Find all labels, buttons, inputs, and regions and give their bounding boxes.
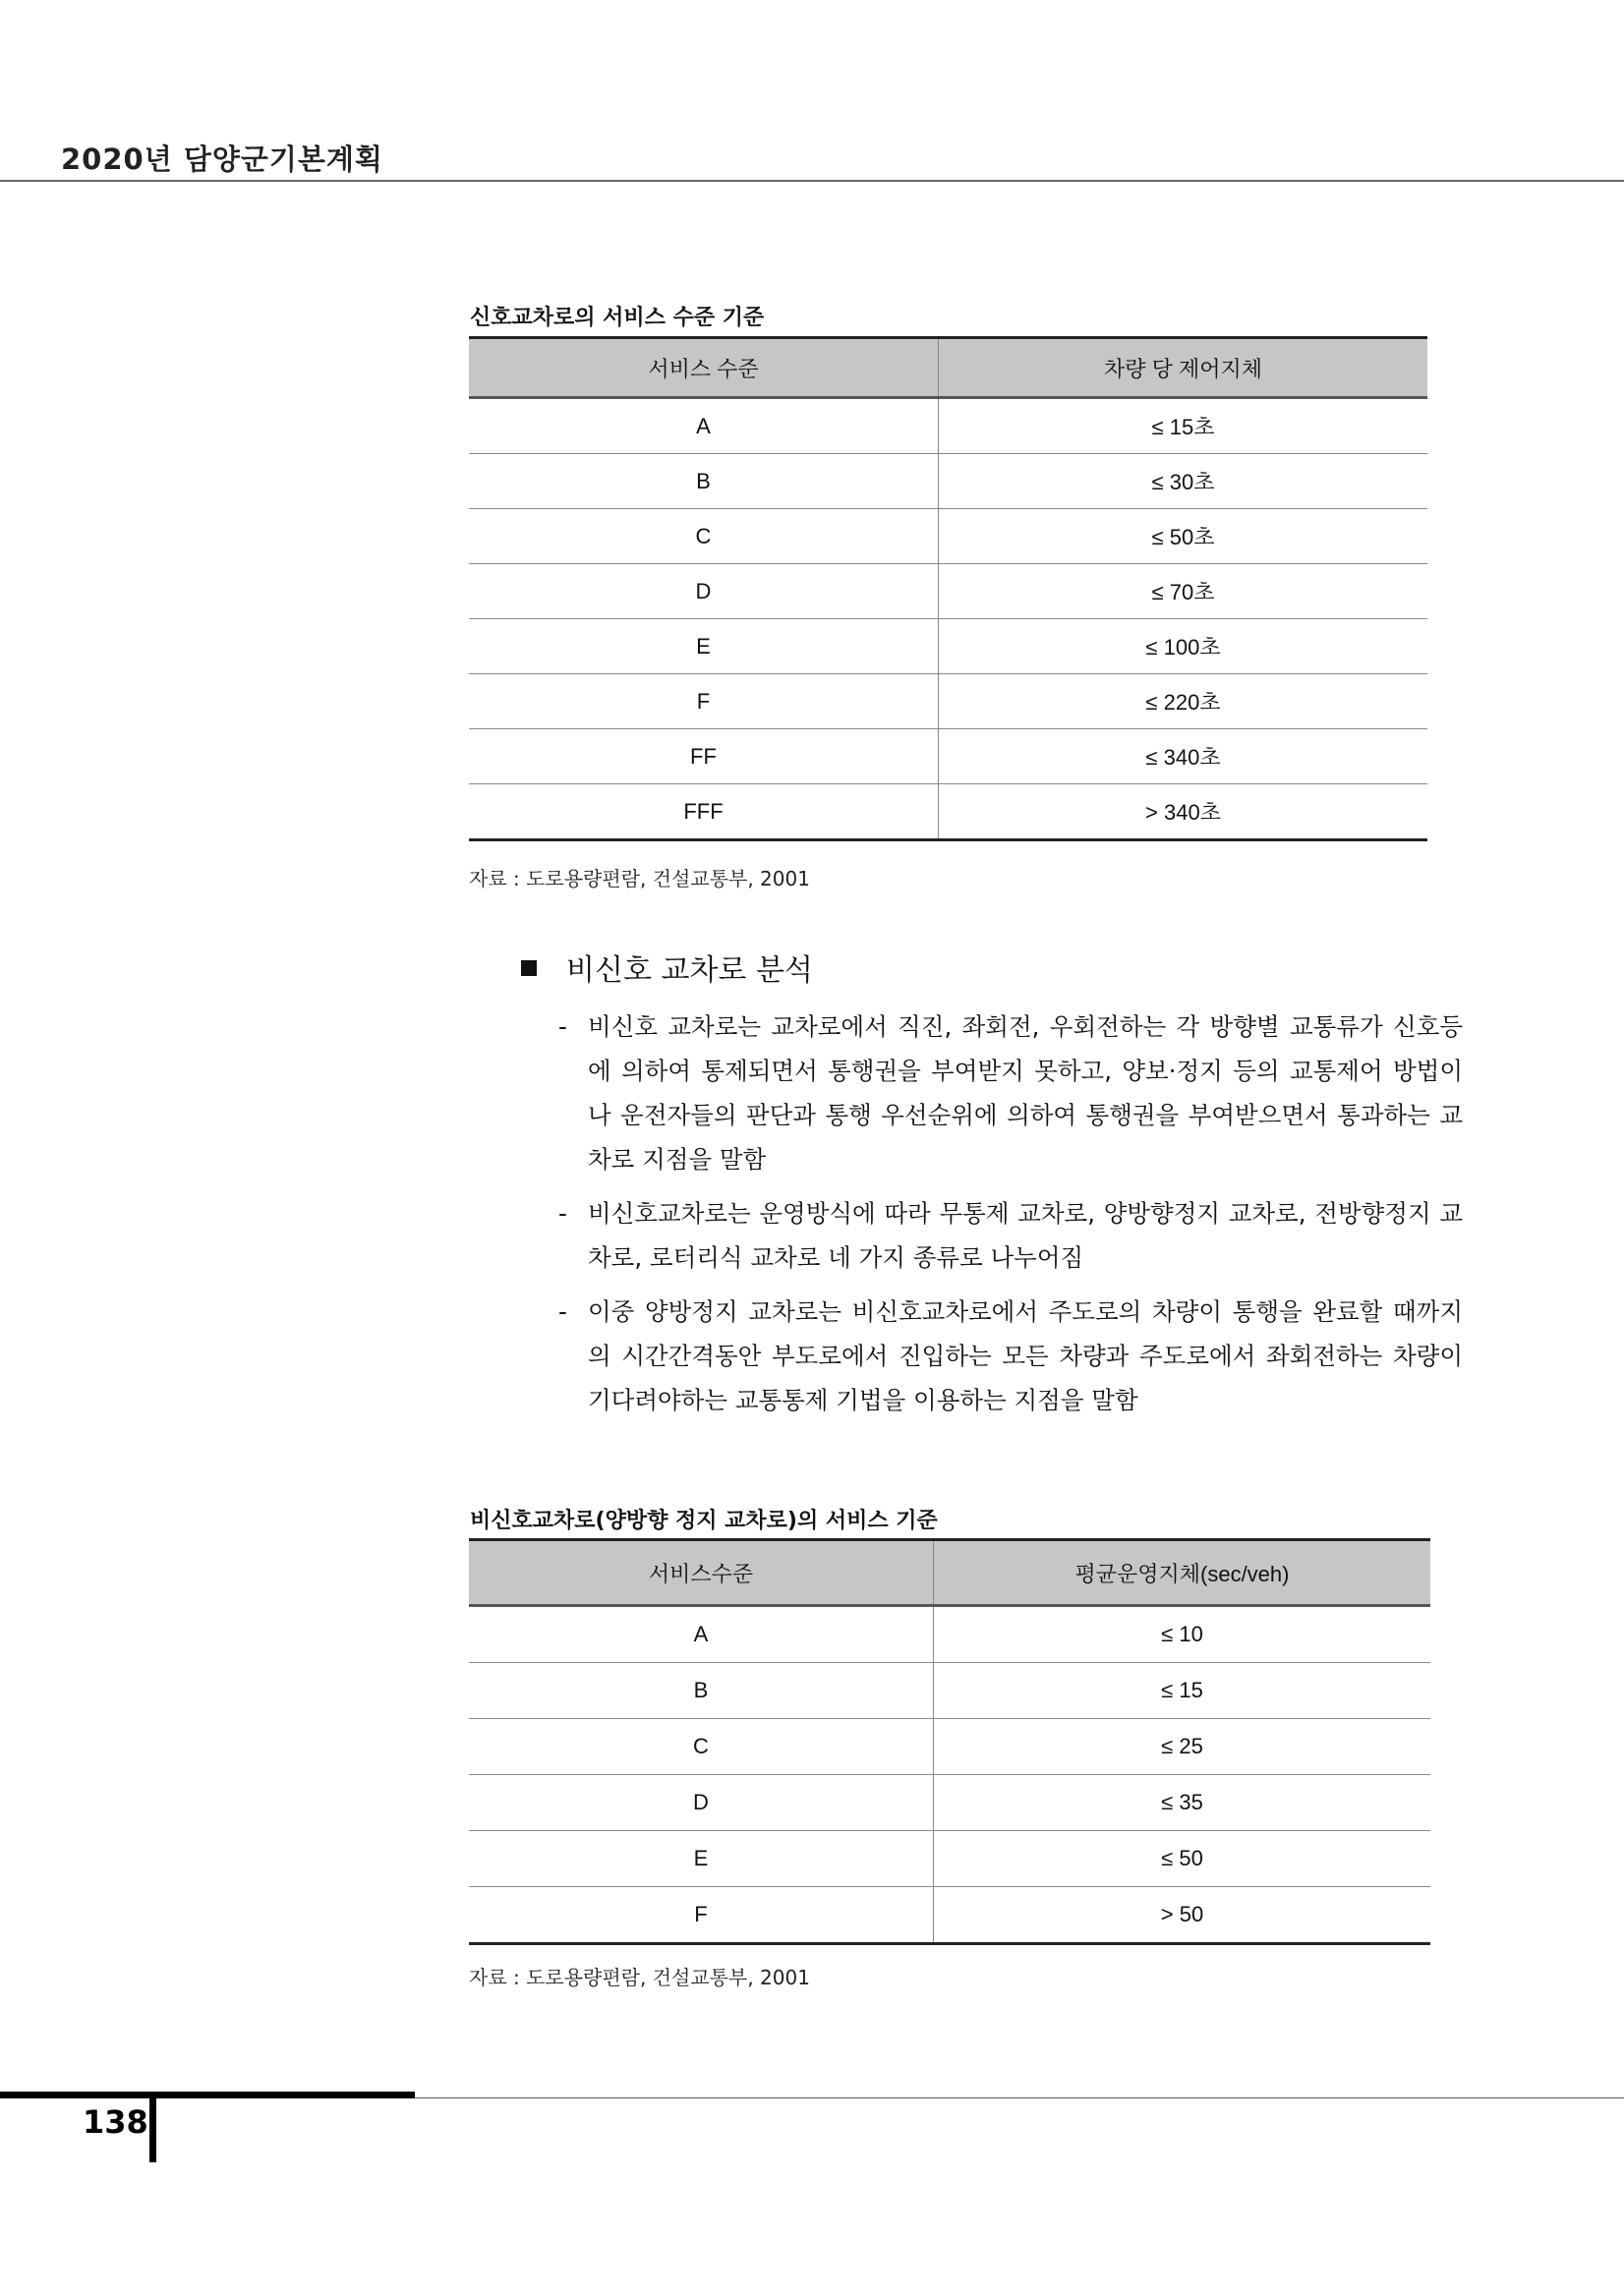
table-row — [469, 1719, 1430, 1775]
table2-caption: 비신호교차로(양방향 정지 교차로)의 서비스 기준 — [470, 1509, 938, 1533]
table-row — [469, 509, 1427, 564]
table1-header-level: 서비스 수준 — [469, 338, 939, 398]
table-cell: ≤ 340초 — [939, 729, 1428, 784]
table-row — [469, 1606, 1430, 1663]
table-cell: B — [469, 1663, 934, 1719]
table-cell: C — [469, 1719, 934, 1775]
square-bullet-icon — [521, 960, 537, 976]
table1-header-delay: 차량 당 제어지체 — [939, 338, 1428, 398]
table-row — [469, 398, 1427, 454]
header-divider — [0, 180, 1624, 182]
table-cell: ≤ 10 — [934, 1606, 1431, 1663]
section-heading — [521, 946, 813, 989]
table-cell: B — [469, 454, 939, 509]
table-row — [469, 564, 1427, 619]
table-cell: E — [469, 619, 939, 674]
dash-bullet-icon: - — [558, 1199, 567, 1228]
table-cell: ≤ 50초 — [939, 509, 1428, 564]
table-row — [469, 729, 1427, 784]
table-cell: F — [469, 1887, 934, 1944]
bullet-item-2 — [558, 1191, 1463, 1280]
table2-unsignalized-los — [469, 1538, 1430, 1945]
table1-header-row — [469, 338, 1427, 398]
table-cell: A — [469, 1606, 934, 1663]
dash-bullet-icon: - — [558, 1012, 567, 1041]
table-cell: E — [469, 1831, 934, 1887]
bullet-text: 이중 양방정지 교차로는 비신호교차로에서 주도로의 차량이 통행을 완료할 때까지의 시간간격동안 부도로에서 진입하는 모든 차량과 주도로에서 좌회전하는 차량이 기다려야하는 교통통제 기법을 이용하는 지점을 말함 — [588, 1297, 1463, 1414]
table-cell: FF — [469, 729, 939, 784]
table-cell: D — [469, 1775, 934, 1831]
bullet-text: 비신호 교차로는 교차로에서 직진, 좌회전, 우회전하는 각 방향별 교통류가 신호등에 의하여 통제되면서 통행권을 부여받지 못하고, 양보·정지 등의 교통제어 방법이나 운전자들의 판단과 통행 우선순위에 의하여 통행권을 부여받으면서 통과하는 교차로 지점을 말함 — [588, 1012, 1463, 1174]
table-row — [469, 784, 1427, 840]
table-cell: ≤ 25 — [934, 1719, 1431, 1775]
table-row — [469, 1831, 1430, 1887]
section-heading-text: 비신호 교차로 분석 — [566, 953, 813, 988]
table-cell: > 50 — [934, 1887, 1431, 1944]
bullet-text: 비신호교차로는 운영방식에 따라 무통제 교차로, 양방향정지 교차로, 전방향정지 교차로, 로터리식 교차로 네 가지 종류로 나누어짐 — [588, 1199, 1463, 1272]
table-cell: A — [469, 398, 939, 454]
running-header-title: 2020년 담양군기본계획 — [61, 143, 383, 176]
table-cell: ≤ 70초 — [939, 564, 1428, 619]
table-cell: C — [469, 509, 939, 564]
bullet-item-3 — [558, 1290, 1463, 1422]
table-cell: ≤ 15초 — [939, 398, 1428, 454]
table-cell: ≤ 15 — [934, 1663, 1431, 1719]
table-cell: F — [469, 674, 939, 729]
table-row — [469, 619, 1427, 674]
footer-rule-thin — [415, 2097, 1624, 2098]
table1-caption: 신호교차로의 서비스 수준 기준 — [470, 306, 765, 330]
table2-header-row — [469, 1540, 1430, 1606]
table-cell: ≤ 100초 — [939, 619, 1428, 674]
table-cell: ≤ 30초 — [939, 454, 1428, 509]
table2-header-delay: 평균운영지체(sec/veh) — [934, 1540, 1431, 1606]
table-row — [469, 1887, 1430, 1944]
bullet-item-1 — [558, 1004, 1463, 1181]
table-row — [469, 1775, 1430, 1831]
table1-signalized-los — [469, 336, 1427, 841]
page-number: 138 — [83, 2103, 148, 2141]
page-number-bar — [149, 2097, 156, 2162]
table-cell: FFF — [469, 784, 939, 840]
table-cell: > 340초 — [939, 784, 1428, 840]
table-row — [469, 674, 1427, 729]
table-row — [469, 1663, 1430, 1719]
footer-rule-thick — [0, 2092, 415, 2098]
table2-source: 자료 : 도로용량편람, 건설교통부, 2001 — [469, 1966, 810, 1989]
table-cell: ≤ 220초 — [939, 674, 1428, 729]
table-row — [469, 454, 1427, 509]
table2-header-level: 서비스수준 — [469, 1540, 934, 1606]
table1-source: 자료 : 도로용량편람, 건설교통부, 2001 — [469, 867, 810, 890]
table-cell: ≤ 35 — [934, 1775, 1431, 1831]
table-cell: D — [469, 564, 939, 619]
dash-bullet-icon: - — [558, 1297, 567, 1326]
table-cell: ≤ 50 — [934, 1831, 1431, 1887]
